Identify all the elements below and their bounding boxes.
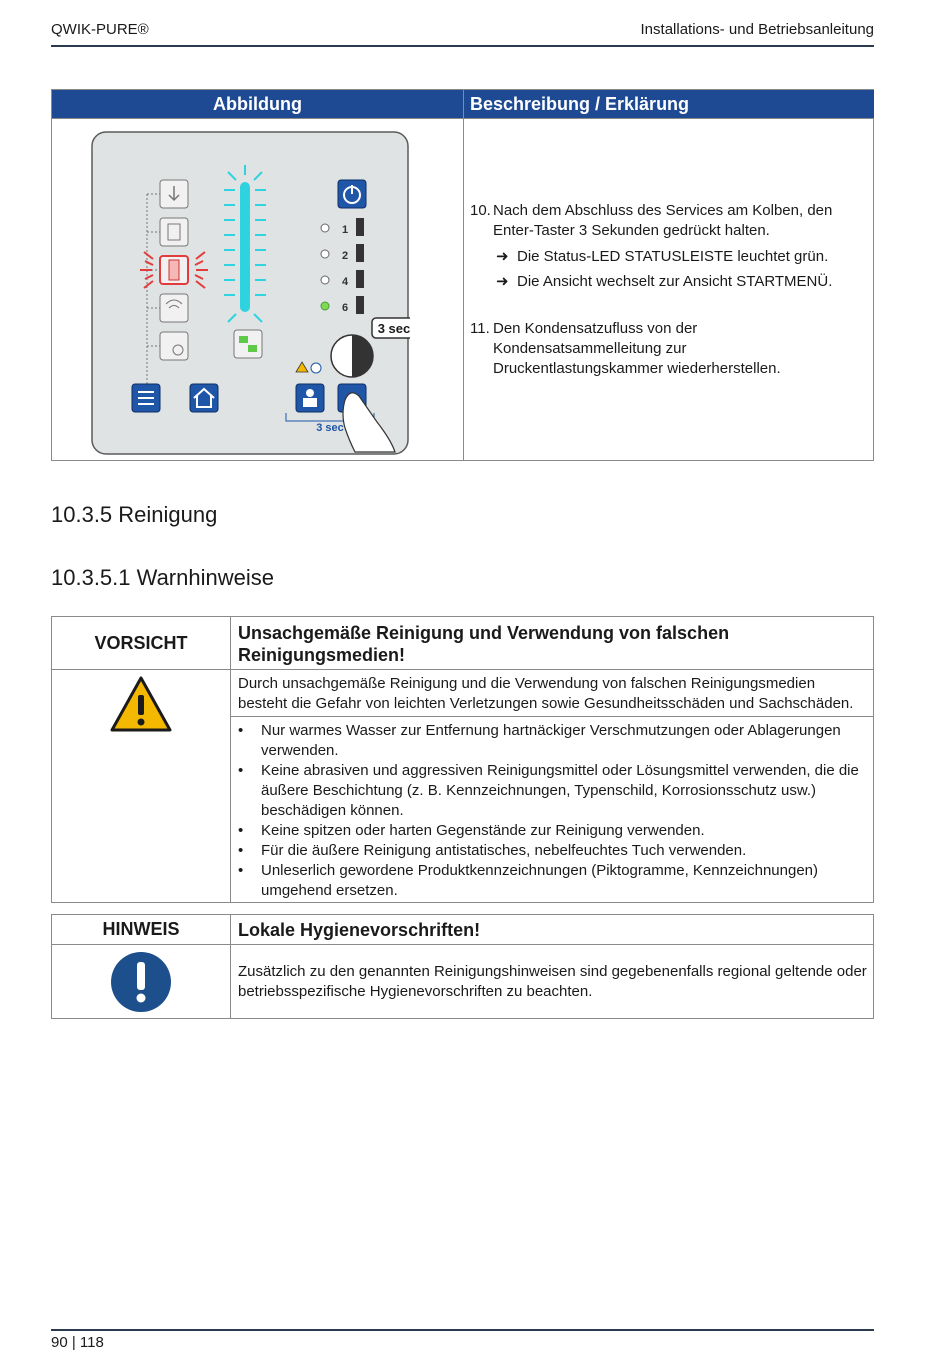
result-arrow-icon: ➜ xyxy=(496,273,509,290)
step-number: 10. xyxy=(470,202,491,219)
warning-triangle-icon xyxy=(109,675,173,733)
column-divider xyxy=(230,915,231,1018)
control-panel-figure xyxy=(90,130,410,456)
column-header-figure: Abbildung xyxy=(52,90,463,118)
network-icon xyxy=(234,330,262,358)
bullet-text: Unleserlich gewordene Produktkennzeichnungen (Piktogramme, Kennzeichnungen) umgehend ersetzen. xyxy=(261,862,818,899)
bullet-text: Für die äußere Reinigung antistatisches, nebelfeuchtes Tuch verwenden. xyxy=(261,842,747,859)
row-divider xyxy=(230,716,873,717)
level-label: 1 xyxy=(342,224,349,236)
result-arrow-icon: ➜ xyxy=(496,248,509,265)
signal-icon xyxy=(160,294,188,322)
header-row-divider xyxy=(52,118,873,119)
section-heading: 10.3.5 Reinigung xyxy=(51,502,218,527)
bullet-text: Keine spitzen oder harten Gegenstände zur Reinigung verwenden. xyxy=(261,822,705,839)
row-divider xyxy=(52,669,873,670)
step-number: 11. xyxy=(470,320,490,337)
column-divider xyxy=(230,617,231,902)
bullet-marker: • xyxy=(238,762,244,779)
bullet-marker: • xyxy=(238,842,244,859)
level-led-1 xyxy=(321,224,329,232)
signal-word-notice: HINWEIS xyxy=(102,919,180,939)
notice-title: Lokale Hygienevorschriften! xyxy=(238,920,481,940)
level-led-2 xyxy=(321,250,329,258)
signal-word-caution: VORSICHT xyxy=(94,633,188,653)
bullet-marker: • xyxy=(238,822,244,839)
bullet-marker: • xyxy=(238,722,244,739)
footer-divider xyxy=(51,1329,874,1331)
mandatory-info-icon xyxy=(110,951,172,1013)
result-text: Die Ansicht wechselt zur Ansicht STARTMENÜ. xyxy=(517,273,833,290)
timer-label: 3 sec xyxy=(377,321,410,336)
bullet-marker: • xyxy=(238,862,244,879)
small-info-icon xyxy=(311,363,321,373)
figure-description-table xyxy=(51,89,874,461)
level-led-6 xyxy=(321,302,329,310)
level-label: 2 xyxy=(342,250,349,262)
notice-box xyxy=(51,914,874,1019)
document-title: Installations- und Betriebsanleitung xyxy=(640,21,874,38)
level-label: 6 xyxy=(342,302,349,314)
column-header-description: Beschreibung / Erklärung xyxy=(464,90,874,118)
led-strip xyxy=(240,182,250,312)
step-text: Den Kondensatzufluss von der Kondensatsammelleitung zur Druckentlastungskammer wiederherstellen. xyxy=(493,320,781,377)
notice-text: Zusätzlich zu den genannten Reinigungshinweisen sind gegebenenfalls regional geltende oder betriebsspezifische Hygienevorschriften zu beachten. xyxy=(238,963,867,1000)
drain-icon xyxy=(160,332,188,360)
level-led-4 xyxy=(321,276,329,284)
product-name: QWIK-PURE® xyxy=(51,21,149,38)
subsection-heading: 10.3.5.1 Warnhinweise xyxy=(51,565,274,590)
result-text: Die Status-LED STATUSLEISTE leuchtet grün. xyxy=(517,248,829,265)
caution-box xyxy=(51,616,874,903)
cartridge-icon xyxy=(160,218,188,246)
level-label: 4 xyxy=(342,276,349,288)
bullet-text: Keine abrasiven und aggressiven Reinigungsmittel oder Lösungsmittel verwenden, die die äußere Beschichtung (z. B. Kennzeichnungen, Typenschild, Korrosionsschutz usw.) beschädigen können. xyxy=(261,762,859,819)
step-text: Nach dem Abschluss des Services am Kolben, den Enter-Taster 3 Sekunden gedrückt halten. xyxy=(493,202,833,239)
row-divider xyxy=(52,944,873,945)
page-number: 90 | 118 xyxy=(51,1334,104,1351)
caution-text: Durch unsachgemäße Reinigung und die Verwendung von falschen Reinigungsmedien besteht die Gefahr von leichten Verletzungen sowie Gesundheitsschäden und Sachschäden. xyxy=(238,675,854,712)
column-divider xyxy=(463,90,464,460)
button-timer-label: 3 sec xyxy=(316,422,344,434)
header-divider xyxy=(51,45,874,47)
bullet-text: Nur warmes Wasser zur Entfernung hartnäckiger Verschmutzungen oder Ablagerungen verwenden. xyxy=(261,722,841,759)
caution-title: Unsachgemäße Reinigung und Verwendung von falschen Reinigungsmedien! xyxy=(238,623,730,665)
